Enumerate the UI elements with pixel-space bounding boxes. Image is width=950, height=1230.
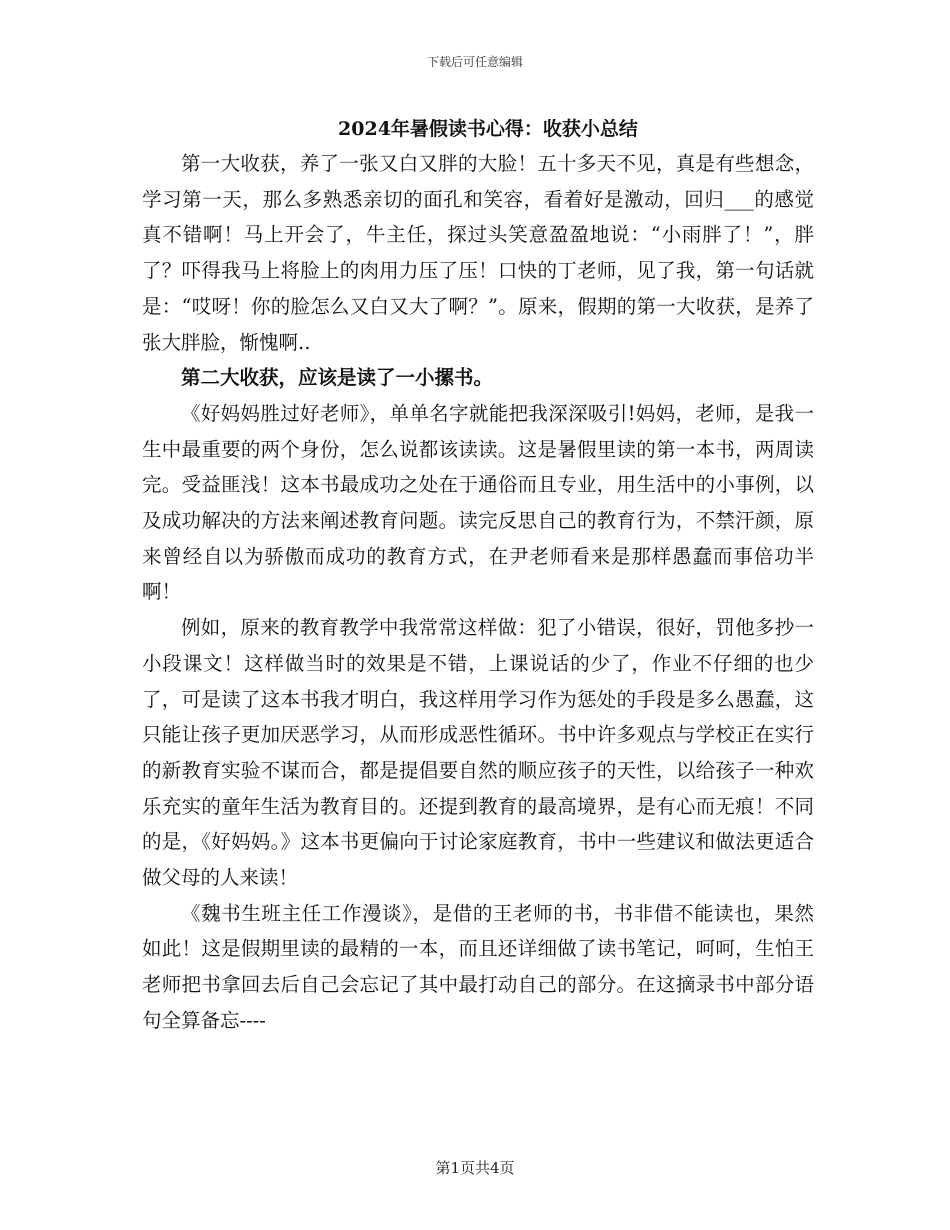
page-number: 第1页共4页 — [435, 1159, 515, 1177]
paragraph-book-good-mother: 《好妈妈胜过好老师》，单单名字就能把我深深吸引!妈妈，老师，是我一生中最重要的两个身份，怎么说都该读读。这是暑假里读的第一本书，两周读完。受益匪浅！这本书最成功之处在于通俗而且专业，用生活中的小事例，以及成功解决的方法来阐述教育问题。读完反思自己的教育行为，不禁汗颜，原来曾经自以为骄傲而成功的教育方式，在尹老师看来是那样愚蠢而事倍功半啊！ — [142, 401, 814, 604]
paragraph-first-harvest: 第一大收获，养了一张又白又胖的大脸！五十多天不见，真是有些想念，学习第一天，那么多熟悉亲切的面孔和笑容，看着好是激动，回归___的感觉真不错啊！马上开会了，牛主任，探过头笑意盈盈地说：“小雨胖了！”，胖了？吓得我马上将脸上的肉用力压了压！口快的丁老师，见了我，第一句话就是：“哎呀！你的脸怎么又白又大了啊？”。原来，假期的第一大收获，是养了张大胖脸，惭愧啊.. — [142, 152, 814, 354]
document-body — [142, 112, 814, 1039]
header-note: 下载后可任意编辑 — [426, 55, 523, 69]
paragraph-second-harvest-heading: 第二大收获，应该是读了一小摞书。 — [181, 366, 494, 390]
paragraph-example: 例如，原来的教育教学中我常常这样做：犯了小错误，很好，罚他多抄一小段课文！这样做当时的效果是不错，上课说话的少了，作业不仔细的也少了，可是读了这本书我才明白，我这样用学习作为惩处的手段是多么愚蠢，这只能让孩子更加厌恶学习，从而形成恶性循环。书中许多观点与学校正在实行的新教育实验不谋而合，都是提倡要自然的顺应孩子的天性，以给孩子一种欢乐充实的童年生活为教育目的。还提到教育的最高境界，是有心而无痕！不同的是，《好妈妈。》这本书更偏向于讨论家庭教育，书中一些建议和做法更适合做父母的人来读！ — [142, 616, 814, 890]
paragraph-book-wei-shusheng: 《魏书生班主任工作漫谈》，是借的王老师的书，书非借不能读也，果然如此！这是假期里读的最精的一本，而且还详细做了读书笔记，呵呵，生怕王老师把书拿回去后自己会忘记了其中最打动自己的部分。在这摘录书中部分语句全算备忘---- — [142, 901, 814, 1032]
document-title: 2024年暑假读书心得：收获小总结 — [338, 118, 638, 140]
